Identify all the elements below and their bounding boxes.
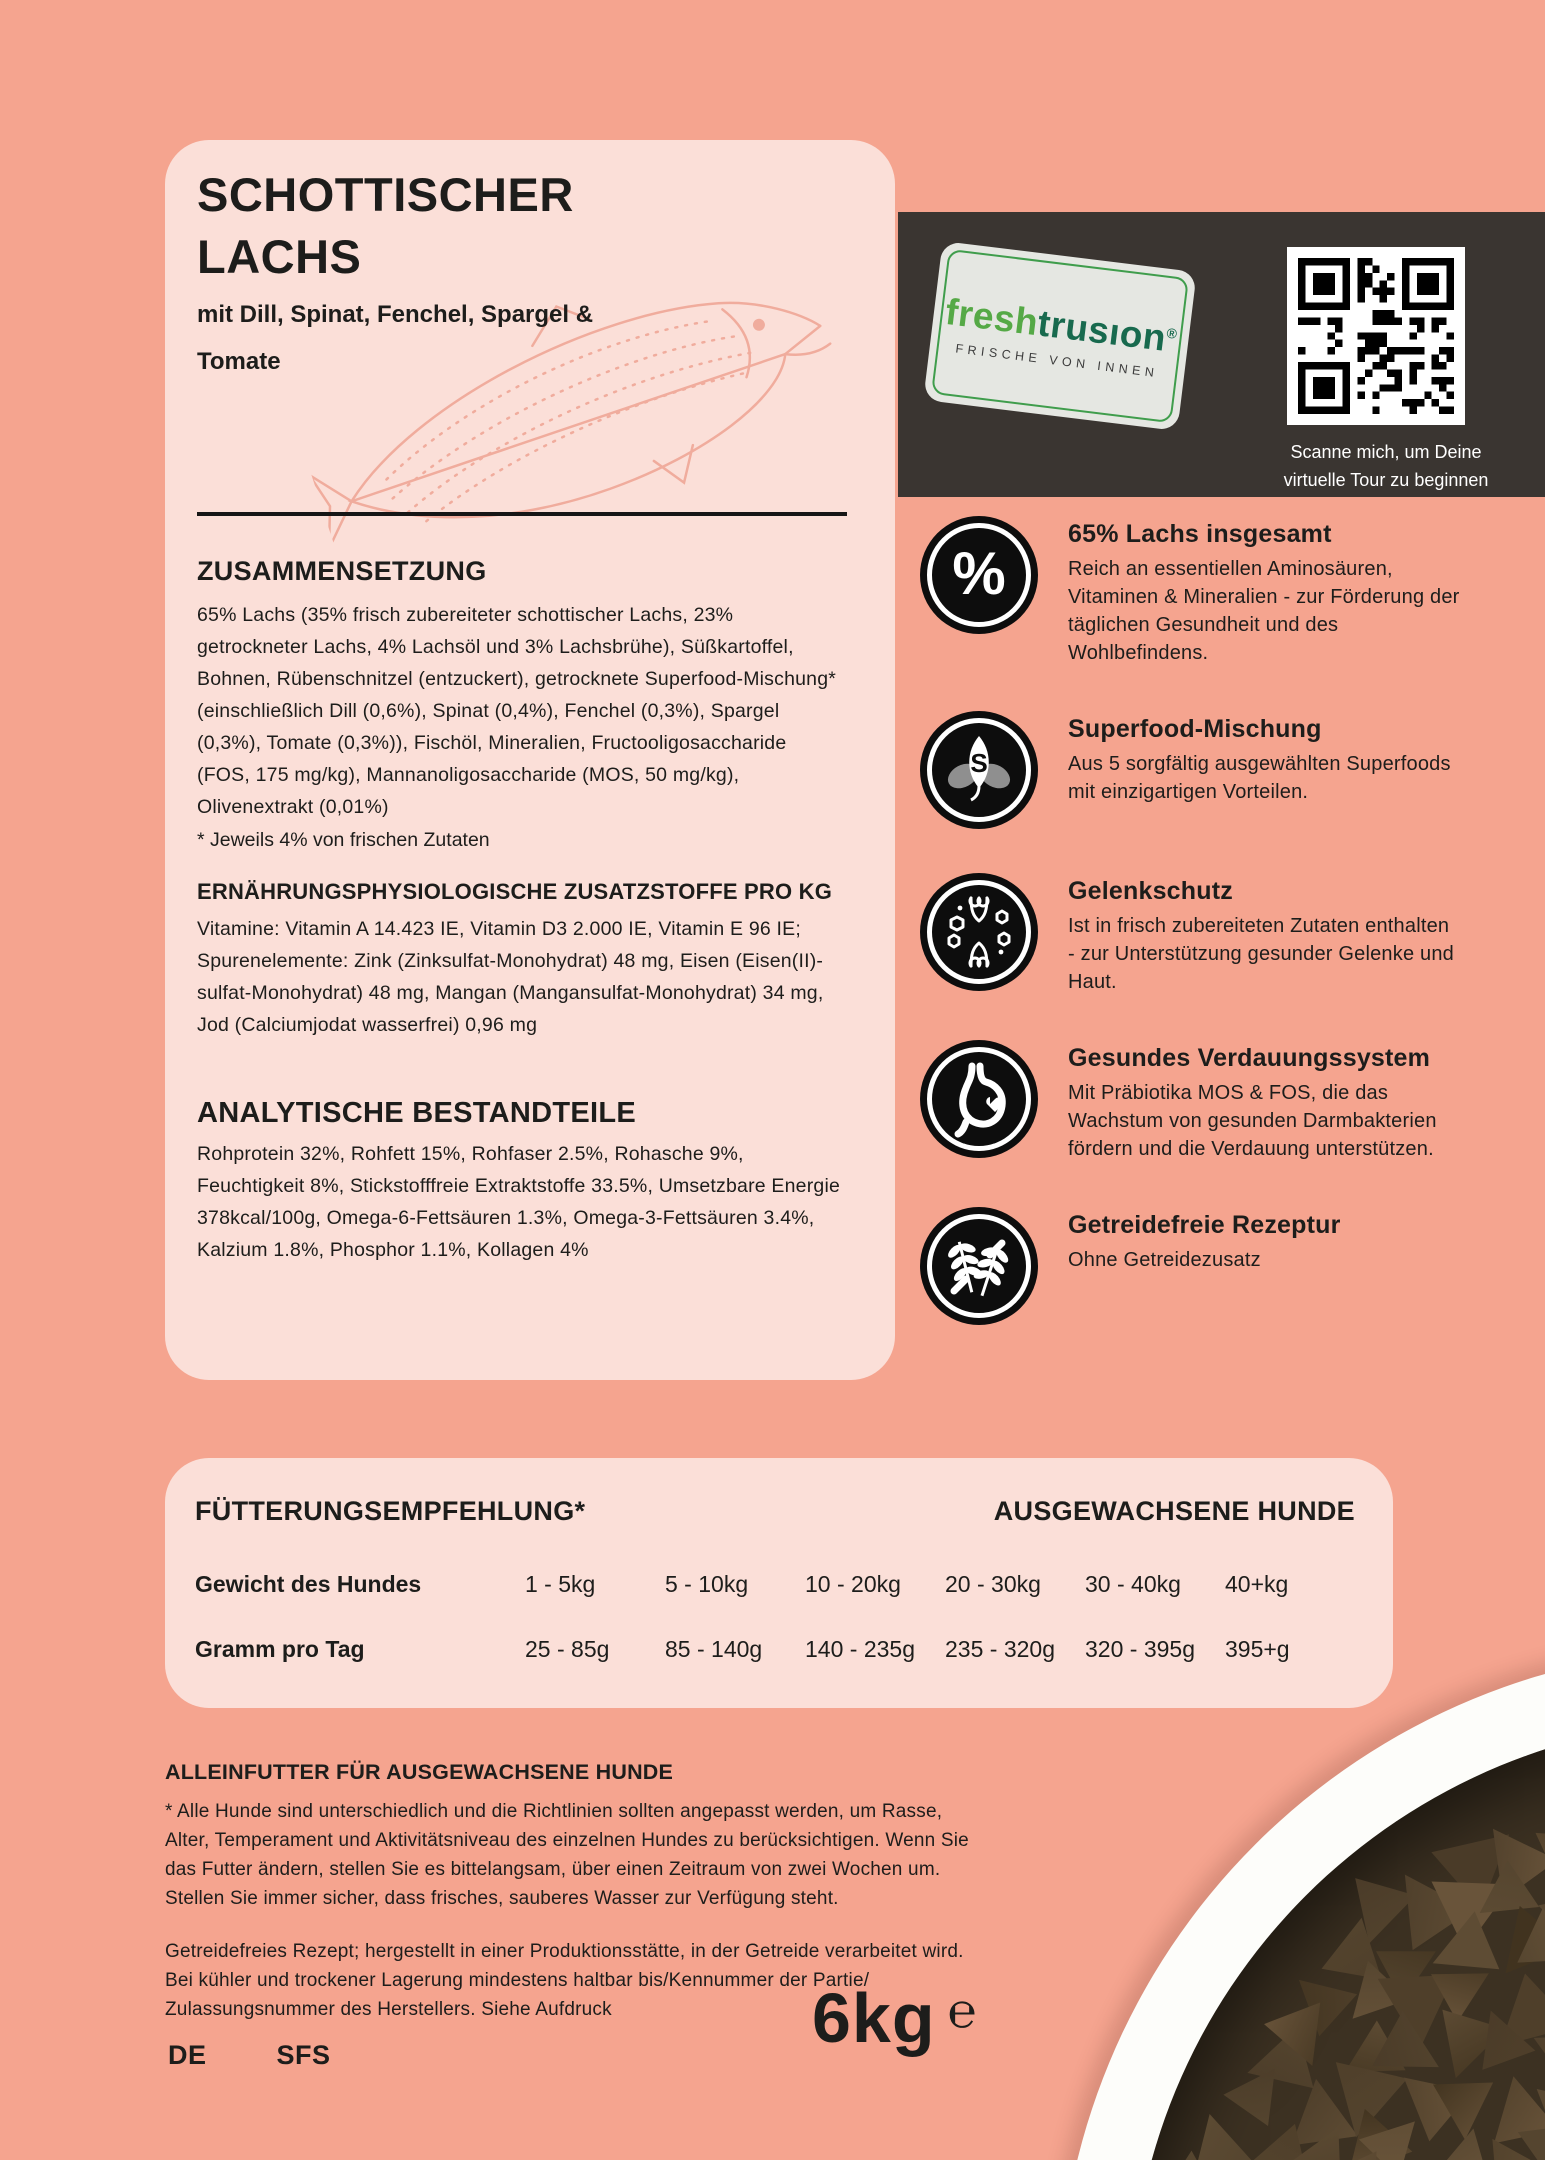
product-title bbox=[197, 164, 861, 288]
weight-range: 5 - 10kg bbox=[665, 1571, 749, 1597]
svg-text:S: S bbox=[970, 748, 988, 778]
benefit-text: Ist in frisch zubereiteten Zutaten enthalten - zur Unterstützung gesunder Gelenke und Haut. bbox=[1068, 915, 1454, 993]
weight-range: 1 - 5kg bbox=[525, 1571, 596, 1597]
weight-range: 40+kg bbox=[1225, 1571, 1289, 1597]
benefit-text: Aus 5 sorgfältig ausgewählten Superfoods mit einzigartigen Vorteilen. bbox=[1068, 753, 1451, 803]
benefit-text: Ohne Getreidezusatz bbox=[1068, 1249, 1261, 1271]
benefit-title: Gesundes Verdauungssystem bbox=[1068, 1044, 1431, 1072]
kibble-bowl bbox=[1058, 1648, 1545, 2160]
additives-heading: ERNÄHRUNGSPHYSIOLOGISCHE ZUSATZSTOFFE PRO KG bbox=[197, 879, 833, 904]
grams-range: 235 - 320g bbox=[945, 1636, 1055, 1662]
net-weight bbox=[812, 1978, 976, 2058]
benefit-grain-free bbox=[920, 1207, 1500, 1325]
benefit-digestion bbox=[920, 1040, 1500, 1163]
qr-caption-line1: Scanne mich, um Deine bbox=[1290, 442, 1482, 462]
title-divider bbox=[197, 512, 847, 516]
benefit-superfood bbox=[920, 711, 1500, 829]
analytical-heading: ANALYTISCHE BESTANDTEILE bbox=[197, 1097, 637, 1129]
benefit-title: 65% Lachs insgesamt bbox=[1068, 520, 1332, 548]
brand-trusion: trusıon bbox=[1035, 301, 1169, 359]
digestion-icon bbox=[920, 1040, 1038, 1158]
additives-body: Vitamine: Vitamin A 14.423 IE, Vitamin D3 2.000 IE, Vitamin E 96 IE; Spurenelemente: Zink (Zinksulfat-Monohydrat) 48 mg, Eisen (Eisen(II)-sulfat-Monohydrat) 48 mg, Mangan (Mangansulfat-Monohydrat) 34 mg, Jod (Calciumjodat wasserfrei) 0,96 mg bbox=[197, 918, 824, 1036]
composition-body: 65% Lachs (35% frisch zubereiteter schottischer Lachs, 23% getrockneter Lachs, 4% Lachsöl und 3% Lachsbrühe), Süßkartoffel, Bohnen, Rübenschnitzel (entzuckert), getrocknete Superfood-Mischung* (einschließlich Dill (0,6%), Spinat (0,4%), Fenchel (0,3%), Spargel (0,3%), Tomate (0,3%)), Fischöl, Mineralien, Fructooligosaccharide (FOS, 175 mg/kg), Mannanoligosaccharide (MOS, 50 mg/kg), Olivenextrakt (0,01%) bbox=[197, 604, 837, 818]
product-title-line2: LACHS bbox=[197, 230, 362, 284]
sku-code: SFS bbox=[276, 2040, 331, 2070]
grain-free-icon bbox=[920, 1207, 1038, 1325]
grams-range: 320 - 395g bbox=[1085, 1636, 1195, 1662]
joint-icon bbox=[920, 873, 1038, 991]
benefit-joints bbox=[920, 873, 1500, 996]
grams-range: 85 - 140g bbox=[665, 1636, 763, 1662]
weight-range: 20 - 30kg bbox=[945, 1571, 1041, 1597]
analytical-body: Rohprotein 32%, Rohfett 15%, Rohfaser 2.5%, Rohasche 9%, Feuchtigkeit 8%, Stickstofffreie Extraktstoffe 33.5%, Umsetzbare Energie 378kcal/100g, Omega-6-Fettsäuren 1.3%, Omega-3-Fettsäuren 3.4%, Kalzium 1.8%, Phosphor 1.1%, Kollagen 4% bbox=[197, 1143, 841, 1261]
qr-caption bbox=[1246, 438, 1526, 494]
percent-icon: % bbox=[920, 516, 1038, 634]
benefit-title: Gelenkschutz bbox=[1068, 877, 1233, 905]
registered-mark: ® bbox=[1165, 324, 1179, 342]
benefits-list bbox=[920, 516, 1500, 1325]
kibble bbox=[1130, 1720, 1545, 2160]
adult-dogs-heading: AUSGEWACHSENE HUNDE bbox=[993, 1496, 1355, 1526]
composition-footnote: * Jeweils 4% von frischen Zutaten bbox=[197, 829, 490, 851]
weight-value: 6kg bbox=[812, 1979, 936, 2057]
feeding-table bbox=[195, 1571, 1355, 1663]
product-title-line1: SCHOTTISCHER bbox=[197, 168, 574, 221]
benefit-salmon-total bbox=[920, 516, 1500, 667]
feeding-disclaimer: * Alle Hunde sind unterschiedlich und die Richtlinien sollten angepasst werden, um Rasse, Alter, Temperament und Aktivitätsniveau des einzelnen Hundes zu berücksichtigen. Wenn Sie das Futter ändern, stellen Sie es bittelangsam, über einen Zeitraum von zwei Wochen um. Stellen Sie immer sicher, dass frisches, sauberes Wasser zur Verfügung steht. bbox=[165, 1801, 969, 1909]
benefit-title: Superfood-Mischung bbox=[1068, 715, 1322, 743]
grams-range: 395+g bbox=[1225, 1636, 1290, 1662]
estimated-sign: ℮ bbox=[947, 1985, 977, 2038]
superfood-leaf-icon bbox=[920, 711, 1038, 829]
benefit-text: Mit Präbiotika MOS & FOS, die das Wachstum von gesunden Darmbakterien fördern und die Verdauung unterstützen. bbox=[1068, 1082, 1437, 1160]
feeding-recommendation-card bbox=[165, 1458, 1393, 1708]
weight-range: 30 - 40kg bbox=[1085, 1571, 1181, 1597]
benefit-title: Getreidefreie Rezeptur bbox=[1068, 1211, 1341, 1239]
composition-heading: ZUSAMMENSETZUNG bbox=[197, 556, 487, 586]
row-label-weight: Gewicht des Hundes bbox=[195, 1571, 422, 1597]
freshtrusion-badge bbox=[923, 241, 1197, 431]
brand-fresh: fresh bbox=[943, 290, 1041, 343]
grams-range: 25 - 85g bbox=[525, 1636, 610, 1662]
product-subtitle: mit Dill, Spinat, Fenchel, Spargel & Tomate bbox=[197, 301, 594, 375]
freshtrusion-panel bbox=[898, 212, 1545, 497]
row-label-grams: Gramm pro Tag bbox=[195, 1636, 365, 1662]
feeding-heading: FÜTTERUNGSEMPFEHLUNG* bbox=[195, 1496, 586, 1526]
qr-code bbox=[1287, 247, 1465, 425]
brand-tagline: FRISCHE VON INNEN bbox=[954, 340, 1160, 380]
grams-range: 140 - 235g bbox=[805, 1636, 915, 1662]
complete-food-heading: ALLEINFUTTER FÜR AUSGEWACHSENE HUNDE bbox=[165, 1760, 674, 1784]
language-code: DE bbox=[168, 2040, 207, 2070]
product-info-card bbox=[165, 140, 895, 1380]
benefit-text: Reich an essentiellen Aminosäuren, Vitaminen & Mineralien - zur Förderung der täglichen Gesundheit und des Wohlbefindens. bbox=[1068, 558, 1460, 664]
storage-info: Getreidefreies Rezept; hergestellt in einer Produktionsstätte, in der Getreide verarbeitet wird. Bei kühler und trockener Lagerung mindestens haltbar bis/Kennummer der Partie/ Zulassungsnummer des Herstellers. Siehe Aufdruck bbox=[165, 1941, 964, 2020]
label-codes bbox=[168, 2040, 331, 2071]
qr-caption-line2: virtuelle Tour zu beginnen bbox=[1283, 470, 1489, 490]
weight-range: 10 - 20kg bbox=[805, 1571, 901, 1597]
